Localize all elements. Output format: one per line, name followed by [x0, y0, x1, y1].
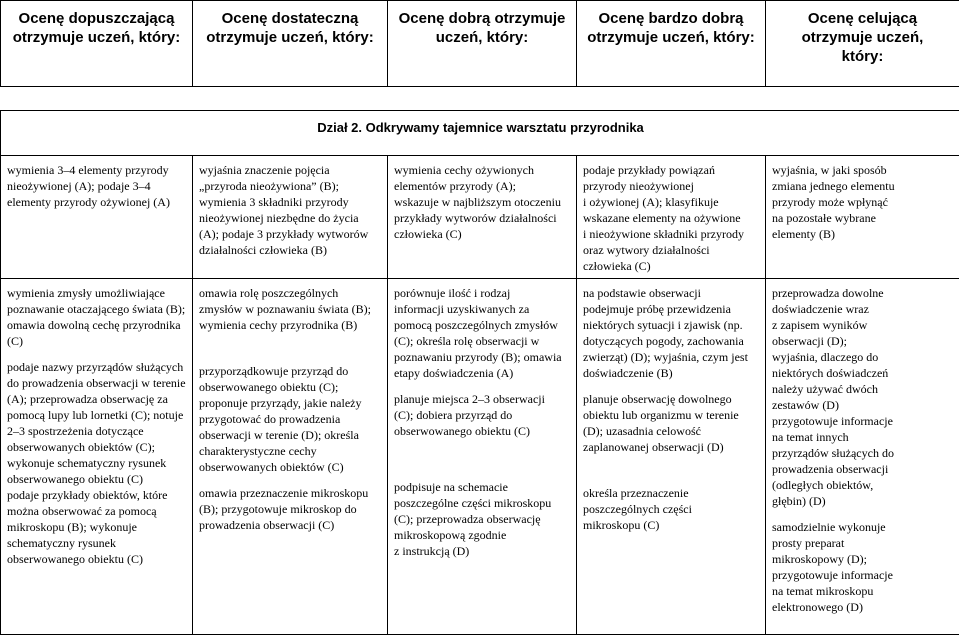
cell-line: wyjaśnia, w jaki sposób — [772, 162, 955, 178]
cell-line: pomocą lupy lub lornetki (C); notuje — [7, 407, 188, 423]
cell-line: poszczególnych części — [583, 501, 761, 517]
cell-line: obserwowanego obiektu (C); — [199, 379, 383, 395]
cell-line: zmiana jednego elementu — [772, 178, 955, 194]
cell-line: obserwowanego obiektu (C) — [7, 471, 188, 487]
requirement-cell — [1, 279, 193, 635]
cell-line: nieożywionej (A); podaje 3–4 — [7, 178, 188, 194]
table-row — [1, 279, 959, 635]
cell-line: na temat mikroskopu — [772, 583, 955, 599]
cell-line: podejmuje próbę przewidzenia — [583, 301, 761, 317]
requirement-cell — [577, 279, 766, 635]
cell-line: na temat innych — [772, 429, 955, 445]
cell-line: obserwowanego obiektu (C) — [394, 423, 572, 439]
cell-line: człowieka (C) — [394, 226, 572, 242]
header-cell-dopuszczajaca — [1, 1, 193, 87]
cell-line: można obserwować za pomocą — [7, 503, 188, 519]
header-line: otrzymuje uczeń, który: — [577, 28, 765, 47]
cell-line: zaplanowanej obserwacji (D) — [583, 439, 761, 455]
cell-line: obserwacji (D); — [772, 333, 955, 349]
cell-line — [394, 449, 572, 459]
cell-line: planuje obserwację dowolnego — [583, 391, 761, 407]
cell-line — [394, 439, 572, 449]
header-line: Ocenę dostateczną — [193, 9, 387, 28]
cell-line: (D); uzasadnia celowość — [583, 423, 761, 439]
cell-line: doświadczenie wraz — [772, 301, 955, 317]
cell-line: wymienia cechy przyrodnika (B) — [199, 317, 383, 333]
requirements-table — [0, 155, 959, 635]
cell-line: schematyczny rysunek — [7, 535, 188, 551]
cell-line — [199, 343, 383, 353]
cell-line — [199, 333, 383, 343]
cell-line: obiektu lub organizmu w terenie — [583, 407, 761, 423]
cell-line: prowadzenia obserwacji (C) — [199, 517, 383, 533]
cell-line: poznawaniu przyrody (B); omawia — [394, 349, 572, 365]
unit-title: Dział 2. Odkrywamy tajemnice warsztatu przyrodnika — [1, 120, 959, 135]
cell-line — [583, 475, 761, 485]
cell-line: podpisuje na schemacie — [394, 479, 572, 495]
cell-line: określa przeznaczenie — [583, 485, 761, 501]
cell-line: obserwowanych obiektów (C) — [199, 459, 383, 475]
cell-line: przygotować do prowadzenia — [199, 411, 383, 427]
cell-line: proponuje przyrządy, jakie należy — [199, 395, 383, 411]
cell-line: przygotowuje informacje — [772, 567, 955, 583]
cell-line: wymienia 3 składniki przyrody — [199, 194, 383, 210]
cell-line: (C) — [7, 333, 188, 349]
cell-line: wyjaśnia, dlaczego do — [772, 349, 955, 365]
cell-line: (odległych obiektów, — [772, 477, 955, 493]
cell-line — [7, 349, 188, 359]
cell-line: obserwacji w terenie (D); określa — [199, 427, 383, 443]
cell-line: podaje przykłady obiektów, które — [7, 487, 188, 503]
cell-line: omawia przeznaczenie mikroskopu — [199, 485, 383, 501]
cell-line: głębin) (D) — [772, 493, 955, 509]
cell-line: zmysłów w poznawaniu świata (B); — [199, 301, 383, 317]
cell-line: etapy doświadczenia (A) — [394, 365, 572, 381]
cell-line: mikroskopowy (D); — [772, 551, 955, 567]
cell-line: należy używać dwóch — [772, 381, 955, 397]
cell-line: planuje miejsca 2–3 obserwacji — [394, 391, 572, 407]
requirement-cell — [766, 156, 959, 279]
cell-line: na podstawie obserwacji — [583, 285, 761, 301]
cell-line: na pozostałe wybrane — [772, 210, 955, 226]
cell-line — [394, 469, 572, 479]
cell-line: doświadczenie (B) — [583, 365, 761, 381]
cell-line: elementy przyrody ożywionej (A) — [7, 194, 188, 210]
cell-line: zestawów (D) — [772, 397, 955, 413]
header-line: który: — [766, 47, 959, 66]
requirement-cell — [388, 279, 577, 635]
cell-line — [772, 509, 955, 519]
cell-line: informacji uzyskiwanych za — [394, 301, 572, 317]
cell-line: samodzielnie wykonuje — [772, 519, 955, 535]
cell-line: oraz wytwory działalności — [583, 242, 761, 258]
cell-line: poznawanie otaczającego świata (B); — [7, 301, 188, 317]
cell-line — [394, 381, 572, 391]
cell-line: z zapisem wyników — [772, 317, 955, 333]
cell-line: porównuje ilość i rodzaj — [394, 285, 572, 301]
cell-line: przykłady wytworów działalności — [394, 210, 572, 226]
header-line: uczeń, który: — [388, 28, 576, 47]
cell-line: wymienia zmysły umożliwiające — [7, 285, 188, 301]
cell-line: wymienia 3–4 elementy przyrody — [7, 162, 188, 178]
cell-line: i ożywionej (A); klasyfikuje — [583, 194, 761, 210]
cell-line: podaje nazwy przyrządów służących — [7, 359, 188, 375]
requirement-cell — [766, 279, 959, 635]
cell-line: elementy (B) — [772, 226, 955, 242]
cell-line — [199, 353, 383, 363]
cell-line: przyporządkowuje przyrząd do — [199, 363, 383, 379]
cell-line: omawia rolę poszczególnych — [199, 285, 383, 301]
cell-line: z instrukcją (D) — [394, 543, 572, 559]
requirement-cell — [577, 156, 766, 279]
cell-line: charakterystyczne cechy — [199, 443, 383, 459]
cell-line: do prowadzenia obserwacji w terenie — [7, 375, 188, 391]
cell-line: człowieka (C) — [583, 258, 761, 274]
requirement-cell — [1, 156, 193, 279]
cell-line: wskazane elementy na ożywione — [583, 210, 761, 226]
cell-line: przygotowuje informacje — [772, 413, 955, 429]
grade-header-table — [0, 0, 959, 87]
header-line: Ocenę celującą — [766, 9, 959, 28]
cell-line: obserwowanych obiektów (C); — [7, 439, 188, 455]
cell-line: prowadzenia obserwacji — [772, 461, 955, 477]
cell-line: wykonuje schematyczny rysunek — [7, 455, 188, 471]
cell-line: nieożywionej niezbędne do życia — [199, 210, 383, 226]
cell-line: przyrody nieożywionej — [583, 178, 761, 194]
header-line: Ocenę dopuszczającą — [1, 9, 192, 28]
cell-line: mikroskopową zgodnie — [394, 527, 572, 543]
cell-line: niektórych doświadczeń — [772, 365, 955, 381]
cell-line: „przyroda nieożywiona” (B); — [199, 178, 383, 194]
header-cell-dostateczna — [193, 1, 388, 87]
cell-line: i nieożywione składniki przyrody — [583, 226, 761, 242]
header-cell-bardzo-dobra — [577, 1, 766, 87]
cell-line: 2–3 spostrzeżenia dotyczące — [7, 423, 188, 439]
cell-line — [394, 459, 572, 469]
cell-line: (C); dobiera przyrząd do — [394, 407, 572, 423]
requirement-cell — [193, 156, 388, 279]
cell-line: wskazuje w najbliższym otoczeniu — [394, 194, 572, 210]
header-line: otrzymuje uczeń, który: — [1, 28, 192, 47]
cell-line: wyjaśnia znaczenie pojęcia — [199, 162, 383, 178]
cell-line: mikroskopu (C) — [583, 517, 761, 533]
cell-line: (C); określa rolę obserwacji w — [394, 333, 572, 349]
cell-line: przeprowadza dowolne — [772, 285, 955, 301]
header-line: Ocenę bardzo dobrą — [577, 9, 765, 28]
cell-line: dotyczących pogody, zachowania — [583, 333, 761, 349]
cell-line — [583, 381, 761, 391]
cell-line: (B); przygotowuje mikroskop do — [199, 501, 383, 517]
cell-line: poszczególne części mikroskopu — [394, 495, 572, 511]
cell-line: przyrody może wpłynąć — [772, 194, 955, 210]
cell-line: pomocą poszczególnych zmysłów — [394, 317, 572, 333]
cell-line: (C); przeprowadza obserwację — [394, 511, 572, 527]
cell-line — [583, 455, 761, 465]
cell-line: elementów przyrody (A); — [394, 178, 572, 194]
cell-line: podaje przykłady powiązań — [583, 162, 761, 178]
header-line: otrzymuje uczeń, — [766, 28, 959, 47]
cell-line: mikroskopu (B); wykonuje — [7, 519, 188, 535]
cell-line: zwierząt) (D); wyjaśnia, czym jest — [583, 349, 761, 365]
cell-line: omawia dowolną cechę przyrodnika — [7, 317, 188, 333]
cell-line — [583, 465, 761, 475]
cell-line — [199, 475, 383, 485]
requirement-cell — [193, 279, 388, 635]
header-cell-dobra — [388, 1, 577, 87]
cell-line: obserwowanego obiektu (C) — [7, 551, 188, 567]
header-line: otrzymuje uczeń, który: — [193, 28, 387, 47]
cell-line: przyrządów służących do — [772, 445, 955, 461]
unit-title-bar — [0, 110, 959, 157]
cell-line: prosty preparat — [772, 535, 955, 551]
cell-line: niektórych sytuacji i zjawisk (np. — [583, 317, 761, 333]
cell-line: wymienia cechy ożywionych — [394, 162, 572, 178]
cell-line: (A); przeprowadza obserwację za — [7, 391, 188, 407]
cell-line: elektronowego (D) — [772, 599, 955, 615]
cell-line: (A); podaje 3 przykłady wytworów — [199, 226, 383, 242]
header-line: Ocenę dobrą otrzymuje — [388, 9, 576, 28]
header-cell-celujaca — [766, 1, 959, 87]
requirement-cell — [388, 156, 577, 279]
cell-line: działalności człowieka (B) — [199, 242, 383, 258]
table-row — [1, 156, 959, 279]
